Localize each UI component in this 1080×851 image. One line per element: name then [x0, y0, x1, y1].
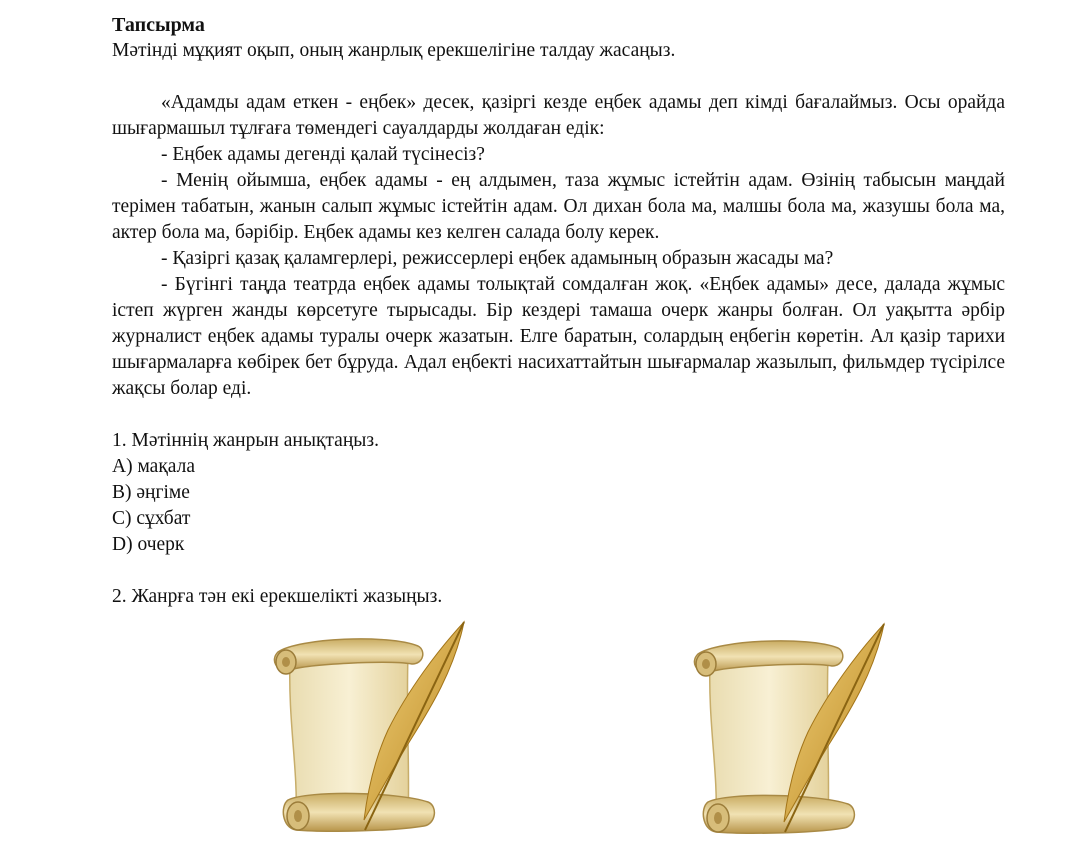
- page-title: Тапсырма: [112, 14, 205, 36]
- paragraph-intro: «Адамды адам еткен - еңбек» десек, қазіргі кезде еңбек адамы деп кімді бағалаймыз. Осы орайда шығармашыл тұлғаға төмендегі сауалдарды жолдаған едік:: [112, 92, 1005, 139]
- option-b: B) әңгіме: [112, 482, 190, 503]
- scroll-quill-icon: [268, 620, 468, 845]
- option-d: D) очерк: [112, 534, 185, 555]
- paragraph-question-2: - Қазіргі қазақ қаламгерлері, режиссерлері еңбек адамының образын жасады ма?: [161, 248, 834, 269]
- document-page: [112, 12, 1005, 610]
- interview-text: [112, 90, 1005, 402]
- questions-block: [112, 428, 1005, 610]
- question-2: 2. Жанрға тән екі ерекшелікті жазыңыз.: [112, 586, 443, 607]
- option-a: A) мақала: [112, 456, 195, 477]
- task-instruction: Мәтінді мұқият оқып, оның жанрлық ерекшелігіне талдау жасаңыз.: [112, 40, 676, 61]
- paragraph-answer-2: - Бүгінгі таңда театрда еңбек адамы толықтай сомдалған жоқ. «Еңбек адамы» десе, далада жұмыс істеп жүрген жанды көрсетуге тырысады. Бір кездері тамаша очерк жанры болған. Ол уақытта әрбір журналист еңбек адамы туралы очерк жазатын. Елге баратын, солардың еңбегін көретін. Ал қазір тарихи шығармаларға көбірек бет бұруда. Адал еңбекті насихаттайтын шығармалар жазылып, фильмдер түсірілсе жақсы болар еді.: [112, 274, 1005, 399]
- option-c: C) сұхбат: [112, 508, 191, 529]
- paragraph-answer-1: - Менің ойымша, еңбек адамы - ең алдымен, таза жұмыс істейтін адам. Өзінің табысын маңдай терімен табатын, жанын салып жұмыс істейтін адам. Ол дихан бола ма, малшы бола ма, жазушы бола ма, актер бола ма, бәрібір. Еңбек адамы кез келген салада болу керек.: [112, 170, 1005, 243]
- scroll-quill-icon: [688, 622, 888, 847]
- paragraph-question-1: - Еңбек адамы дегенді қалай түсінесіз?: [161, 144, 485, 165]
- question-1: 1. Мәтіннің жанрын анықтаңыз.: [112, 430, 379, 451]
